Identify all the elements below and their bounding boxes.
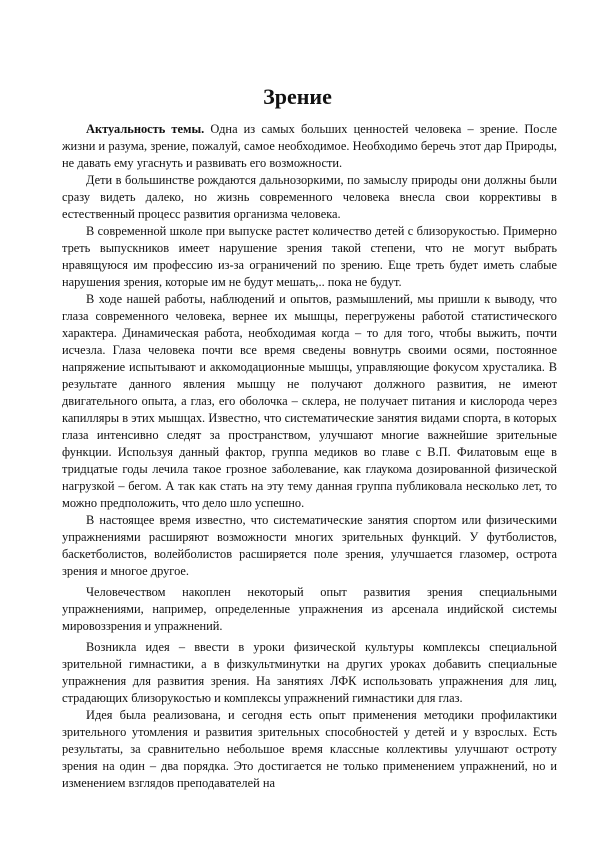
paragraph: В настоящее время известно, что систематические занятия спортом или физическими упражнениями расширяют возможности многих зрительных функций. У футболистов, баскетболистов, волейболистов расширяется поле зрения, улучшается глазомер, острота зрения и многое другое. (62, 513, 557, 578)
paragraph: В современной школе при выпуске растет количество детей с близорукостью. Примерно треть выпускников имеет нарушение зрения такой степени, что не могут выбрать нравящуюся им профессию из-за ограничений по зрению. Еще треть будет иметь слабые нарушения зрения, которые им не будут мешать,.. пока не будут. (62, 224, 557, 289)
paragraph-relevance (62, 121, 557, 172)
paragraph: В ходе нашей работы, наблюдений и опытов, размышлений, мы пришли к выводу, что глаза современного человека, вернее их мышцы, перегружены работой статистического характера. Динамическая работа, необходимая когда – то для того, чтобы выжить, почти исчезла. Глаза человека почти все время сведены вовнутрь своими осями, постоянное напряжение испытывают и аккомодационные мышцы, управляющие фокусом хрусталика. В результате данного явления мышцу не получают должного развития, не имеют двигательного опыта, а глаз, его оболочка – склера, не получает питания и кислорода через капилляры в этих мышцах. Известно, что систематические занятия видами спорта, в которых глаза интенсивно следят за пространством, улучшают многие важнейшие зрительные функции. Используя данный фактор, группа медиков во главе с В.П. Филатовым еще в тридцатые годы лечила такое грозное заболевание, как глаукома дозированной физической нагрузкой – бегом. А так как стать на эту тему данная группа публиковала несколько лет, то можно предположить, что дело шло успешно. (62, 292, 557, 510)
paragraph: Идея была реализована, и сегодня есть опыт применения методики профилактики зрительного утомления и развития зрительных способностей у детей и у взрослых. Есть результаты, за сравнительно небольшое время классные коллективы улучшают остроту зрения на один – два порядка. Это достигается не только применением упражнений, но и изменением взглядов преподавателей на (62, 708, 557, 790)
document-title: Зрение (263, 84, 332, 109)
paragraph: Человечеством накоплен некоторый опыт развития зрения специальными упражнениями, например, определенные упражнения из арсенала индийской системы мировоззрения и упражнений. (62, 585, 557, 633)
lead-label: Актуальность темы. (86, 122, 205, 136)
document-body (62, 121, 557, 792)
paragraph: Дети в большинстве рождаются дальнозоркими, по замыслу природы они должны были сразу видеть далеко, но жизнь современного человека внесла свои коррективы в естественный процесс развития организма человека. (62, 173, 557, 221)
paragraph: Возникла идея – ввести в уроки физической культуры комплексы специальной зрительной гимнастики, а в физкультминутки на других уроках добавить специальные упражнения для развития зрения. На занятиях ЛФК использовать упражнения для лиц, страдающих близорукостью и комплексы упражнений гимнастики для глаз. (62, 640, 557, 705)
paragraph-text: Одна из самых больших ценностей человека – зрение. После жизни и разума, зрение, пожалуй, самое необходимое. Необходимо беречь этот дар Природы, не давать ему угаснуть и развивать его возможности. (62, 122, 557, 170)
